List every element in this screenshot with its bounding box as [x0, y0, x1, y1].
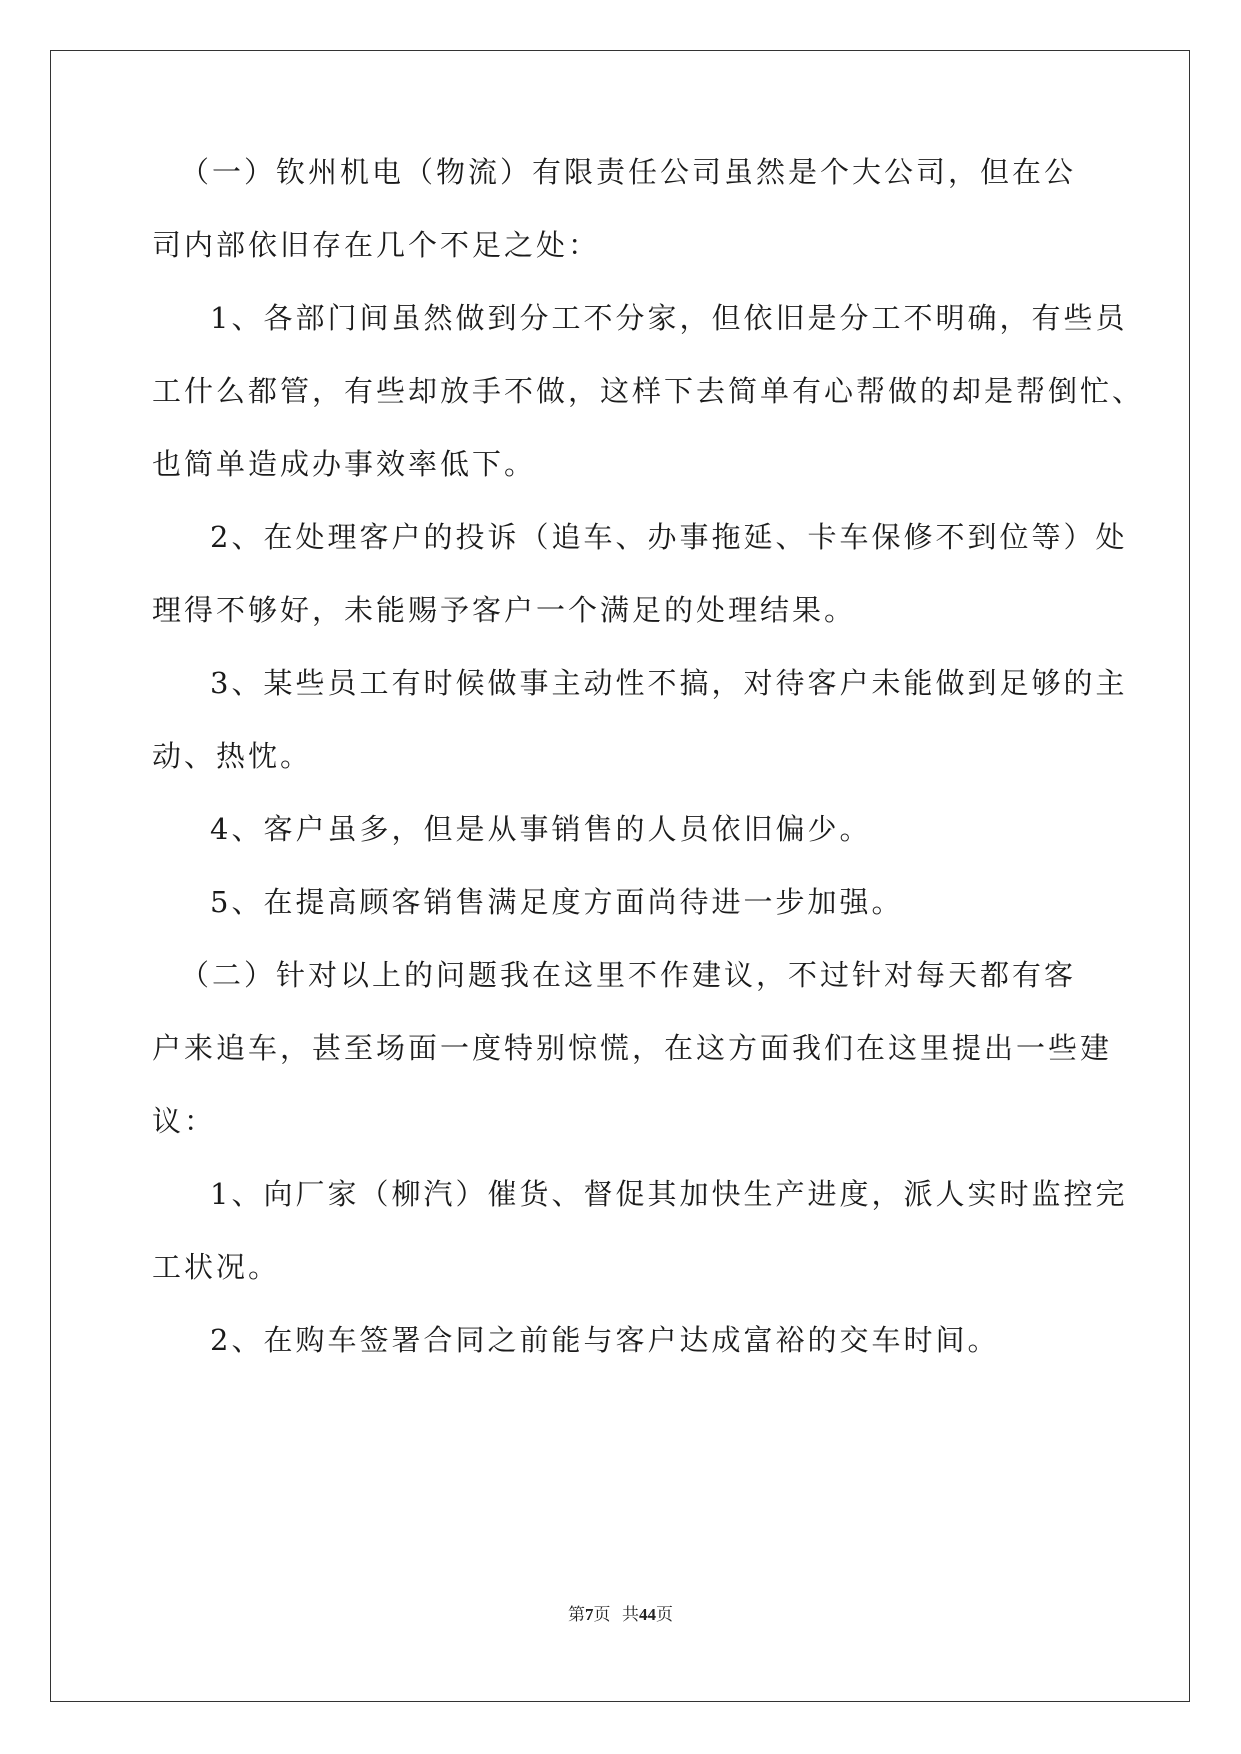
paragraph-line: 3、某些员工有时候做事主动性不搞，对待客户未能做到足够的主 — [210, 666, 1128, 700]
paragraph-line: （一）钦州机电（物流）有限责任公司虽然是个大公司，但在公 — [180, 155, 1077, 189]
page-footer — [0, 1600, 1241, 1625]
page-total: 44 — [638, 1605, 656, 1624]
paragraph-line: 2、在处理客户的投诉（追车、办事拖延、卡车保修不到位等）处 — [210, 520, 1128, 554]
paragraph-line: 理得不够好，未能赐予客户一个满足的处理结果。 — [152, 593, 857, 627]
paragraph-line: 户来追车，甚至场面一度特别惊慌，在这方面我们在这里提出一些建 — [152, 1031, 1113, 1065]
paragraph-line: 1、向厂家（柳汽）催货、督促其加快生产进度，派人实时监控完 — [210, 1177, 1128, 1211]
paragraph-line: 司内部依旧存在几个不足之处： — [152, 228, 601, 262]
paragraph-line: 也简单造成办事效率低下。 — [152, 447, 537, 481]
paragraph-line: 动、热忱。 — [152, 739, 313, 773]
page-number: 7 — [585, 1605, 594, 1624]
paragraph-line: 2、在购车签署合同之前能与客户达成富裕的交车时间。 — [210, 1323, 1000, 1357]
paragraph-line: 工什么都管，有些却放手不做，这样下去简单有心帮做的却是帮倒忙、 — [152, 374, 1145, 408]
total-unit: 页 — [655, 1605, 673, 1625]
paragraph-line: 5、在提高顾客销售满足度方面尚待进一步加强。 — [210, 885, 904, 919]
page-prefix: 第 — [568, 1605, 586, 1625]
page-unit: 页 — [593, 1605, 611, 1625]
paragraph-line: 1、各部门间虽然做到分工不分家，但依旧是分工不明确，有些员 — [210, 301, 1128, 335]
paragraph-line: 4、客户虽多，但是从事销售的人员依旧偏少。 — [210, 812, 872, 846]
paragraph-line: 工状况。 — [152, 1250, 281, 1284]
total-prefix: 共 — [621, 1605, 639, 1625]
paragraph-line: （二）针对以上的问题我在这里不作建议，不过针对每天都有客 — [180, 958, 1077, 992]
paragraph-line: 议： — [152, 1104, 217, 1138]
